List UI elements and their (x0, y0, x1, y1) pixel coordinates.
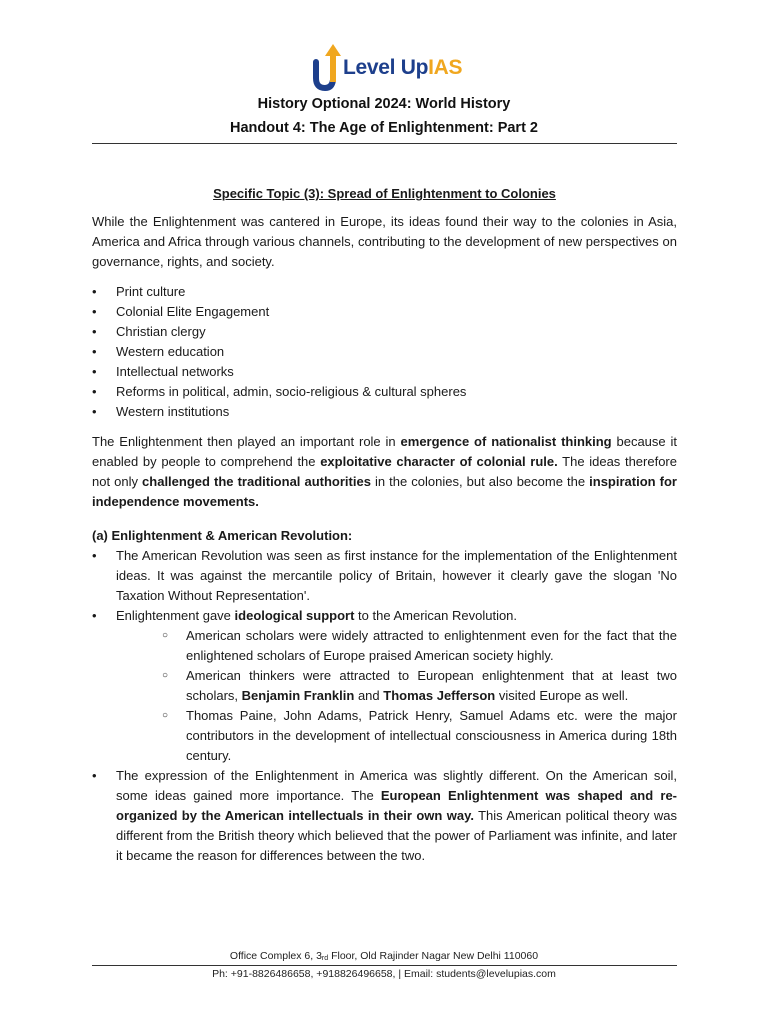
footer-address (0, 950, 768, 962)
intro-paragraph: While the Enlightenment was cantered in Europe, its ideas found their way to the colonies in Asia, America and Africa through various channels, contributing to the development of new perspectives on governance, rights, and society. (92, 214, 677, 269)
logo-levelup-text: Level Up (343, 56, 429, 79)
topic-heading: Specific Topic (3): Spread of Enlightenment to Colonies (213, 186, 556, 201)
channels-list (92, 282, 677, 422)
text-run: Floor, Old Rajinder Nagar New Delhi 110060 (328, 950, 539, 962)
american-revolution-list (92, 546, 677, 866)
footer-divider (92, 965, 677, 966)
bold-run: ideological support (234, 608, 355, 623)
text-run: and (354, 688, 384, 703)
section-heading: (a) Enlightenment & American Revolution: (92, 528, 353, 543)
document-subtitle: Handout 4: The Age of Enlightenment: Part 2 (230, 120, 538, 136)
list-item: • Christian clergy (92, 322, 677, 342)
bold-run: European Enlightenment was shaped and re-organized by the American intellectuals in their own way. (116, 788, 677, 823)
list-item: • Western institutions (92, 402, 677, 422)
text-run: The Enlightenment then played an important role in (92, 434, 401, 449)
text-run: American thinkers were attracted to European enlightenment that at least two scholars, (186, 668, 677, 703)
list-item: • Print culture (92, 282, 677, 302)
text-run: This American political theory was different from the British theory which believed that the power of Parliament was infinite, and later it became the reason for differences between the two. (116, 808, 677, 863)
sub-list (116, 626, 677, 766)
bold-run: exploitative character of colonial rule. (320, 454, 558, 469)
footer-contact: Ph: +91-8826486658, +918826496658, | Email: students@levelupias.com (212, 968, 556, 980)
text-run: to the American Revolution. (354, 608, 518, 623)
text-run: Office Complex 6, 3 (229, 950, 322, 962)
list-item: • Intellectual networks (92, 362, 677, 382)
header-divider (92, 143, 677, 144)
document-body (92, 184, 677, 866)
list-item: • Western education (92, 342, 677, 362)
document-title: History Optional 2024: World History (257, 96, 511, 112)
logo-ias-text: IAS (428, 56, 463, 79)
bold-run: Benjamin Franklin (241, 688, 355, 703)
text-run: in the colonies, but also become the (370, 474, 590, 489)
list-item: • Reforms in political, admin, socio-religious & cultural spheres (92, 382, 677, 402)
list-item: • Colonial Elite Engagement (92, 302, 677, 322)
text-run: The expression of the Enlightenment in America was slightly different. On the American soil, some ideas gained more importance. The (116, 768, 677, 803)
text-run: visited Europe as well. (495, 688, 629, 703)
text-run: The ideas therefore not only (92, 454, 677, 489)
text-run: Enlightenment gave (116, 608, 235, 623)
sub-list-item (116, 666, 677, 706)
bold-run: Thomas Jefferson (383, 688, 496, 703)
levelup-ias-logo (310, 42, 470, 94)
list-item (92, 606, 677, 766)
text-run: because it enabled by people to comprehend the (92, 434, 678, 469)
bold-run: emergence of nationalist thinking (400, 434, 612, 449)
list-item: • The American Revolution was seen as first instance for the implementation of the Enlightenment ideas. It was against the mercantile policy of Britain, however it clearly gave the slogan 'No Taxation Without Representation'. (92, 546, 677, 606)
sub-list-item: ○ American scholars were widely attracted to enlightenment even for the fact that the enlightened scholars of Europe praised American society highly. (116, 626, 677, 666)
logo-u-arrow-icon (310, 42, 344, 92)
bold-run: challenged the traditional authorities (142, 474, 371, 489)
nationalism-paragraph (92, 432, 677, 512)
sub-list-item: ○ Thomas Paine, John Adams, Patrick Henry, Samuel Adams etc. were the major contributors in the development of intellectual consciousness in America during 18th century. (116, 706, 677, 766)
bold-run: inspiration for independence movements. (92, 474, 677, 509)
logo-wordmark (343, 56, 462, 80)
superscript: rd (321, 955, 329, 962)
list-item (92, 766, 677, 866)
